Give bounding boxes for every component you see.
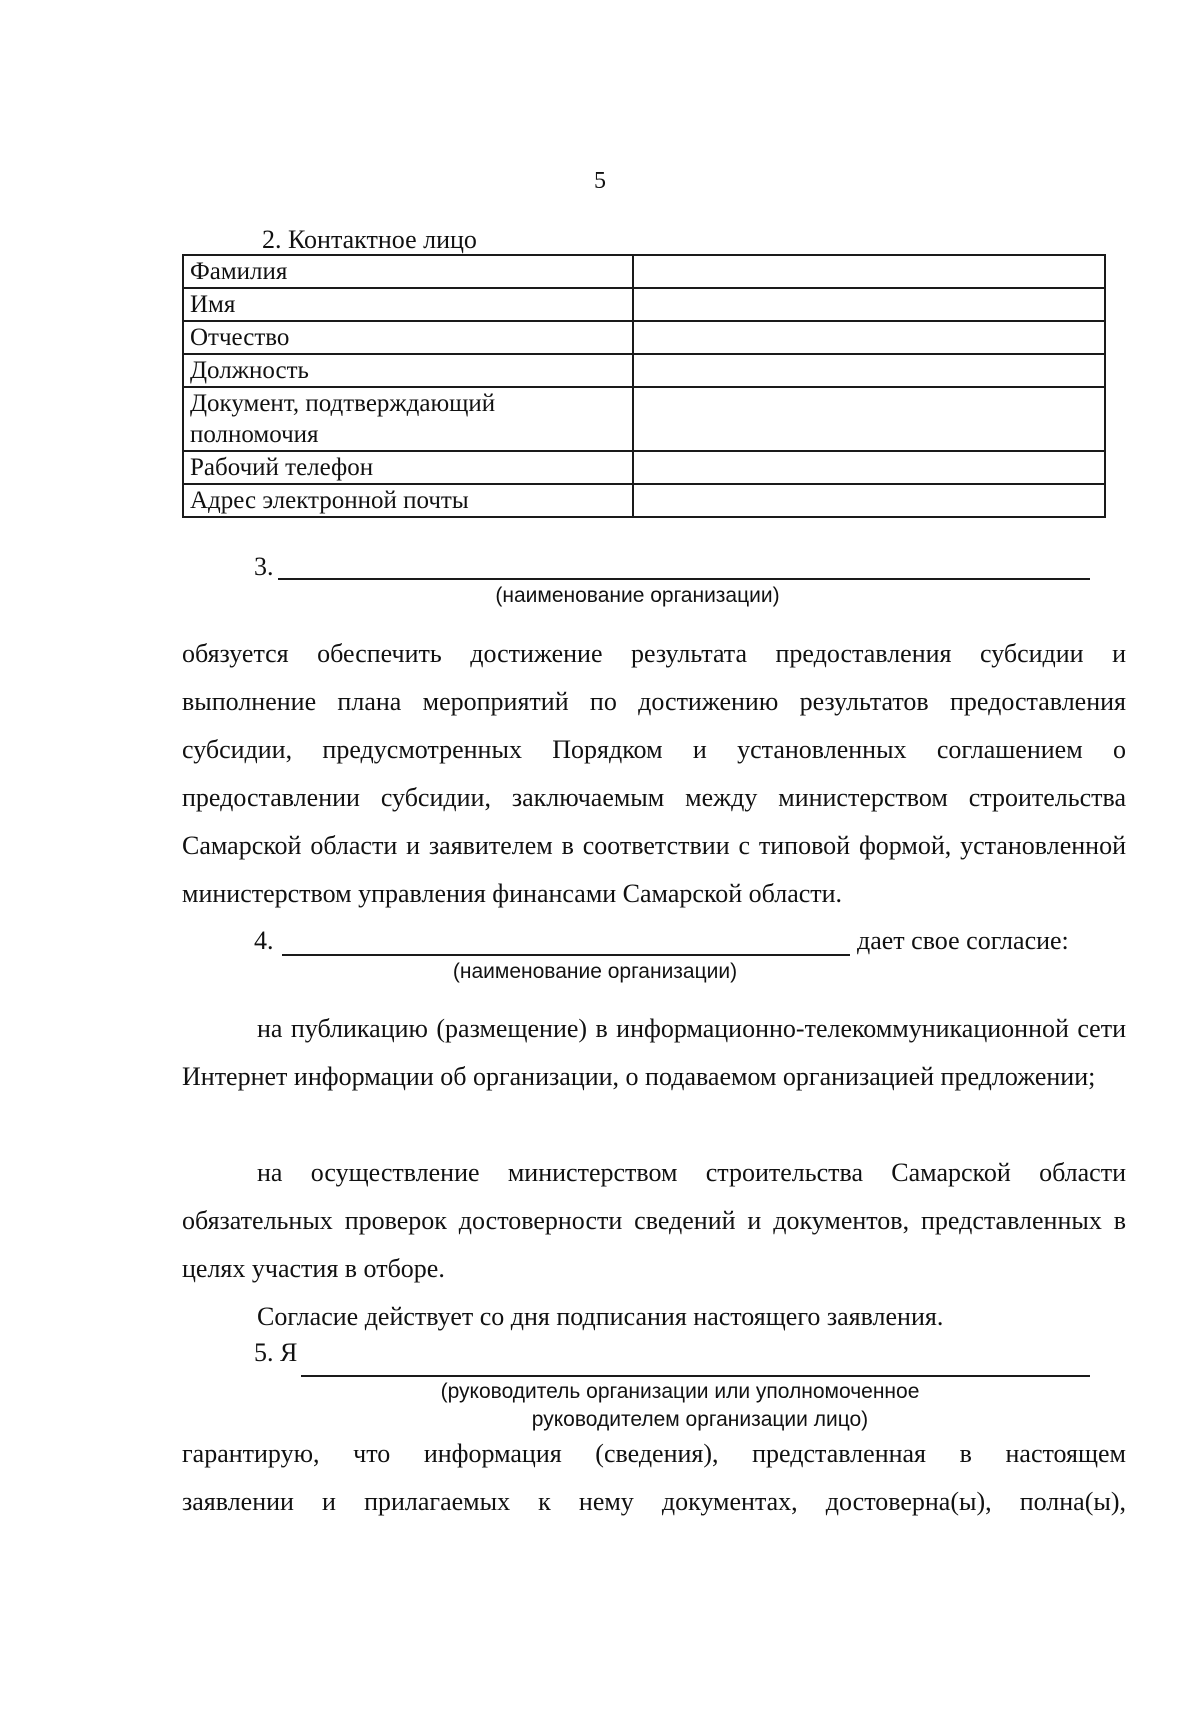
- item-5-number: 5. Я: [254, 1338, 298, 1367]
- item-4-name-field[interactable]: [282, 954, 850, 956]
- table-row: [183, 451, 1105, 484]
- item-3-name-field[interactable]: [278, 578, 1090, 580]
- item-4-caption: (наименование организации): [452, 960, 738, 983]
- row-label-email: Адрес электронной почты: [183, 484, 633, 517]
- page-number: 5: [594, 168, 606, 194]
- row-value-name[interactable]: [633, 288, 1105, 321]
- table-row: [183, 354, 1105, 387]
- row-value-surname[interactable]: [633, 255, 1105, 288]
- contact-person-table: [182, 254, 1106, 518]
- row-label-position: Должность: [183, 354, 633, 387]
- row-label-surname: Фамилия: [183, 255, 633, 288]
- row-value-position[interactable]: [633, 354, 1105, 387]
- item-3-caption: (наименование организации): [495, 584, 780, 607]
- item-3-number: 3.: [254, 552, 274, 581]
- row-label-patronymic: Отчество: [183, 321, 633, 354]
- consent-validity-text: Согласие действует со дня подписания настоящего заявления.: [257, 1302, 944, 1331]
- row-label-authority-document: Документ, подтверждающий полномочия: [183, 387, 633, 451]
- table-row: [183, 484, 1105, 517]
- row-value-authority-document[interactable]: [633, 387, 1105, 451]
- row-value-patronymic[interactable]: [633, 321, 1105, 354]
- item-5-caption-line1: (руководитель организации или уполномоченное: [440, 1380, 920, 1403]
- item-5-text-line1: гарантирую, что информация (сведения), представленная в настоящем: [182, 1439, 1126, 1468]
- table-row: [183, 288, 1105, 321]
- consent-checks-text: на осуществление министерством строительства Самарской области обязательных проверок достоверности сведений и документов, представленных в целях участия в отборе.: [182, 1158, 1126, 1283]
- row-value-email[interactable]: [633, 484, 1105, 517]
- contact-section-heading: 2. Контактное лицо: [262, 225, 477, 254]
- item-4-number: 4.: [254, 926, 274, 955]
- table-row: [183, 387, 1105, 451]
- item-5-text-line2: заявлении и прилагаемых к нему документах, достоверна(ы), полна(ы),: [182, 1487, 1126, 1516]
- item-5-signatory-field[interactable]: [301, 1375, 1090, 1377]
- row-value-work-phone[interactable]: [633, 451, 1105, 484]
- table-row: [183, 255, 1105, 288]
- item-5-caption-line2: руководителем организации лицо): [531, 1408, 869, 1431]
- table-row: [183, 321, 1105, 354]
- item-4-suffix: дает свое согласие:: [857, 926, 1069, 955]
- row-label-work-phone: Рабочий телефон: [183, 451, 633, 484]
- row-label-name: Имя: [183, 288, 633, 321]
- item-3-obligation-text: обязуется обеспечить достижение результата предоставления субсидии и выполнение плана мероприятий по достижению результатов предоставления субсидии, предусмотренных Порядком и установленных соглашением о предоставлении субсидии, заключаемым между министерством строительства Самарской области и заявителем в соответствии с типовой формой, установленной министерством управления финансами Самарской области.: [182, 639, 1126, 908]
- consent-publication-text: на публикацию (размещение) в информационно-телекоммуникационной сети Интернет информации об организации, о подаваемом организацией предложении;: [182, 1014, 1126, 1091]
